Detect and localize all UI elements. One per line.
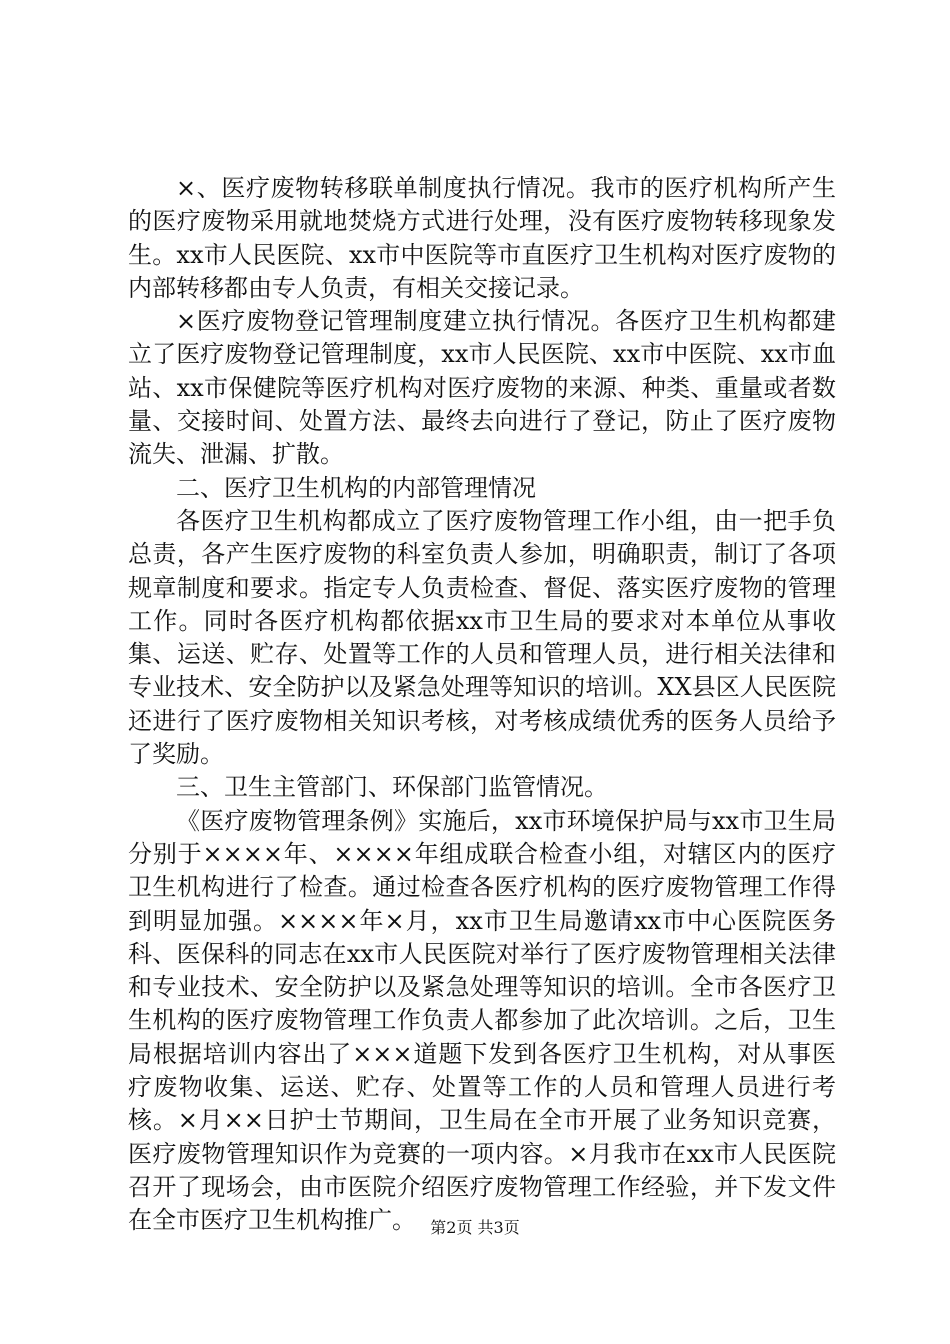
- document-body: [128, 172, 836, 1238]
- paragraph-internal-management: 各医疗卫生机构都成立了医疗废物管理工作小组，由一把手负总责，各产生医疗废物的科室负责人参加，明确职责，制订了各项规章制度和要求。指定专人负责检查、督促、落实医疗废物的管理工作。同时各医疗机构都依据xx市卫生局的要求对本单位从事收集、运送、贮存、处置等工作的人员和管理人员，进行相关法律和专业技术、安全防护以及紧急处理等知识的培训。XX县区人民医院还进行了医疗废物相关知识考核，对考核成绩优秀的医务人员给予了奖励。: [128, 506, 836, 769]
- paragraph-supervision: 《医疗废物管理条例》实施后，xx市环境保护局与xx市卫生局分别于××××年、××××年组成联合检查小组，对辖区内的医疗卫生机构进行了检查。通过检查各医疗机构的医疗废物管理工作得到明显加强。××××年×月，xx市卫生局邀请xx市中心医院医务科、医保科的同志在xx市人民医院对举行了医疗废物管理相关法律和专业技术、安全防护以及紧急处理等知识的培训。全市各医疗卫生机构的医疗废物管理工作负责人都参加了此次培训。之后，卫生局根据培训内容出了×××道题下发到各医疗卫生机构，对从事医疗废物收集、运送、贮存、处置等工作的人员和管理人员进行考核。×月××日护士节期间，卫生局在全市开展了业务知识竞赛，医疗废物管理知识作为竞赛的一项内容。×月我市在xx市人民医院召开了现场会，由市医院介绍医疗废物管理工作经验，并下发文件在全市医疗卫生机构推广。: [128, 806, 836, 1235]
- section-heading-internal-management: 二、医疗卫生机构的内部管理情况: [176, 473, 536, 502]
- paragraph-transfer-manifest: ×、医疗废物转移联单制度执行情况。我市的医疗机构所产生的医疗废物采用就地焚烧方式进行处理，没有医疗废物转移现象发生。xx市人民医院、xx市中医院等市直医疗卫生机构对医疗废物的内部转移都由专人负责，有相关交接记录。: [128, 174, 836, 302]
- page-number-footer: 第2页 共3页: [430, 1218, 520, 1237]
- paragraph-registration-system: ×医疗废物登记管理制度建立执行情况。各医疗卫生机构都建立了医疗废物登记管理制度，xx市人民医院、xx市中医院、xx市血站、xx市保健院等医疗机构对医疗废物的来源、种类、重量或者数量、交接时间、处置方法、最终去向进行了登记，防止了医疗废物流失、泄漏、扩散。: [128, 307, 836, 469]
- section-heading-supervision: 三、卫生主管部门、环保部门监管情况。: [176, 773, 608, 802]
